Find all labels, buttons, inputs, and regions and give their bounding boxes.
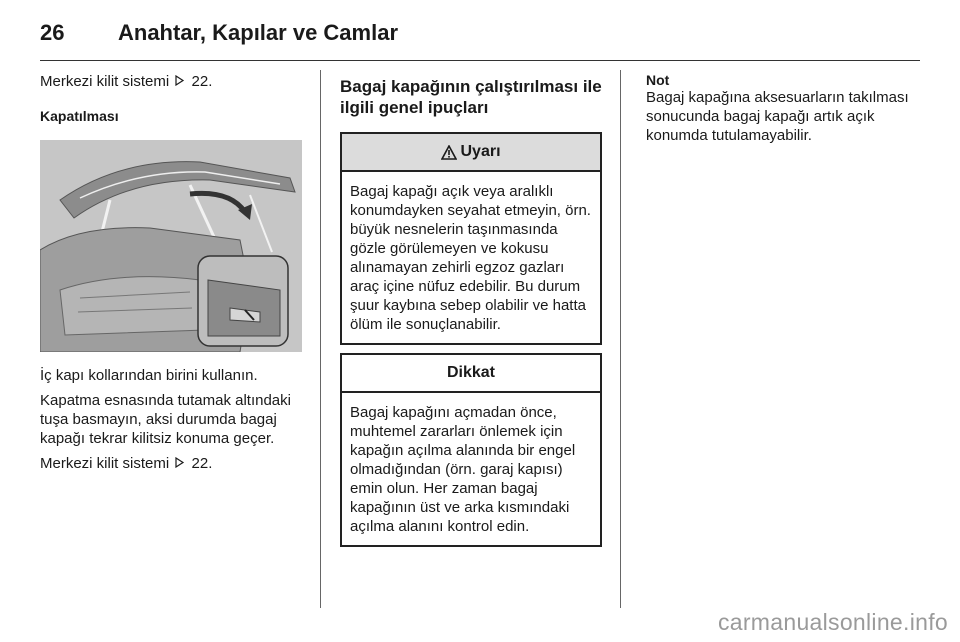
page-header bbox=[40, 16, 920, 56]
instruction-do-not-press: Kapatma esnasında tutamak altındaki tuşa basmayın, aksi durumda bagaj kapağı tekrar kilitsiz konuma geçer. bbox=[40, 392, 291, 447]
cross-reference-text: Merkezi kilit sistemi bbox=[40, 455, 170, 472]
instruction-use-handle: İç kapı kollarından birini kullanın. bbox=[40, 367, 258, 384]
right-arrow-outline-icon bbox=[175, 72, 185, 91]
cross-reference[interactable] bbox=[40, 454, 304, 473]
header-divider bbox=[40, 60, 920, 61]
cross-reference-page: 22. bbox=[191, 73, 213, 90]
cross-reference-page: 22. bbox=[191, 455, 213, 472]
caution-box bbox=[340, 353, 602, 547]
column-divider-right bbox=[620, 70, 621, 608]
watermark: carmanualsonline.info bbox=[717, 609, 948, 635]
subheading-closing: Kapatılması bbox=[40, 108, 119, 124]
caution-title: Dikkat bbox=[446, 364, 496, 381]
column-left bbox=[40, 72, 304, 473]
trunk-lid-illustration bbox=[40, 140, 302, 352]
caution-header bbox=[342, 355, 600, 393]
section-title: Bagaj kapağının çalıştırılması ile ilgili genel ipuçları bbox=[340, 77, 602, 117]
column-divider-left bbox=[320, 70, 321, 608]
right-arrow-outline-icon bbox=[175, 454, 185, 473]
warning-title: Uyarı bbox=[460, 143, 501, 160]
note-title: Not bbox=[646, 72, 670, 88]
chapter-title: Anahtar, Kapılar ve Camlar bbox=[118, 20, 399, 45]
cross-reference-text: Merkezi kilit sistemi bbox=[40, 73, 170, 90]
caution-body: Bagaj kapağını açmadan önce, muhtemel zararları önlemek için kapağın açılma alanında bir engel olmadığından (örn. garaj kapısı) emin olun. Her zaman bagaj kapağının üst ve arka kısmındaki açılma alanını kontrol edin. bbox=[350, 404, 576, 535]
cross-reference[interactable] bbox=[40, 72, 304, 91]
warning-box bbox=[340, 132, 602, 345]
warning-body: Bagaj kapağı açık veya aralıklı konumdayken seyahat etmeyin, örn. büyük nesnelerin taşınmasında gözle görülemeyen ve kokusu alınamayan zehirli egzoz gazları araç içine nüfuz edebilir. Bu durum şuur kaybına sebep olabilir ve hatta ölüm ile sonuçlanabilir. bbox=[350, 183, 591, 333]
column-middle bbox=[340, 72, 602, 547]
note-body: Bagaj kapağına aksesuarların takılması sonucunda bagaj kapağı artık açık konumda tutulamayabilir. bbox=[646, 89, 909, 144]
warning-header bbox=[342, 134, 600, 172]
page-number: 26 bbox=[40, 20, 65, 45]
warning-triangle-icon bbox=[441, 145, 457, 160]
column-right bbox=[646, 72, 920, 145]
